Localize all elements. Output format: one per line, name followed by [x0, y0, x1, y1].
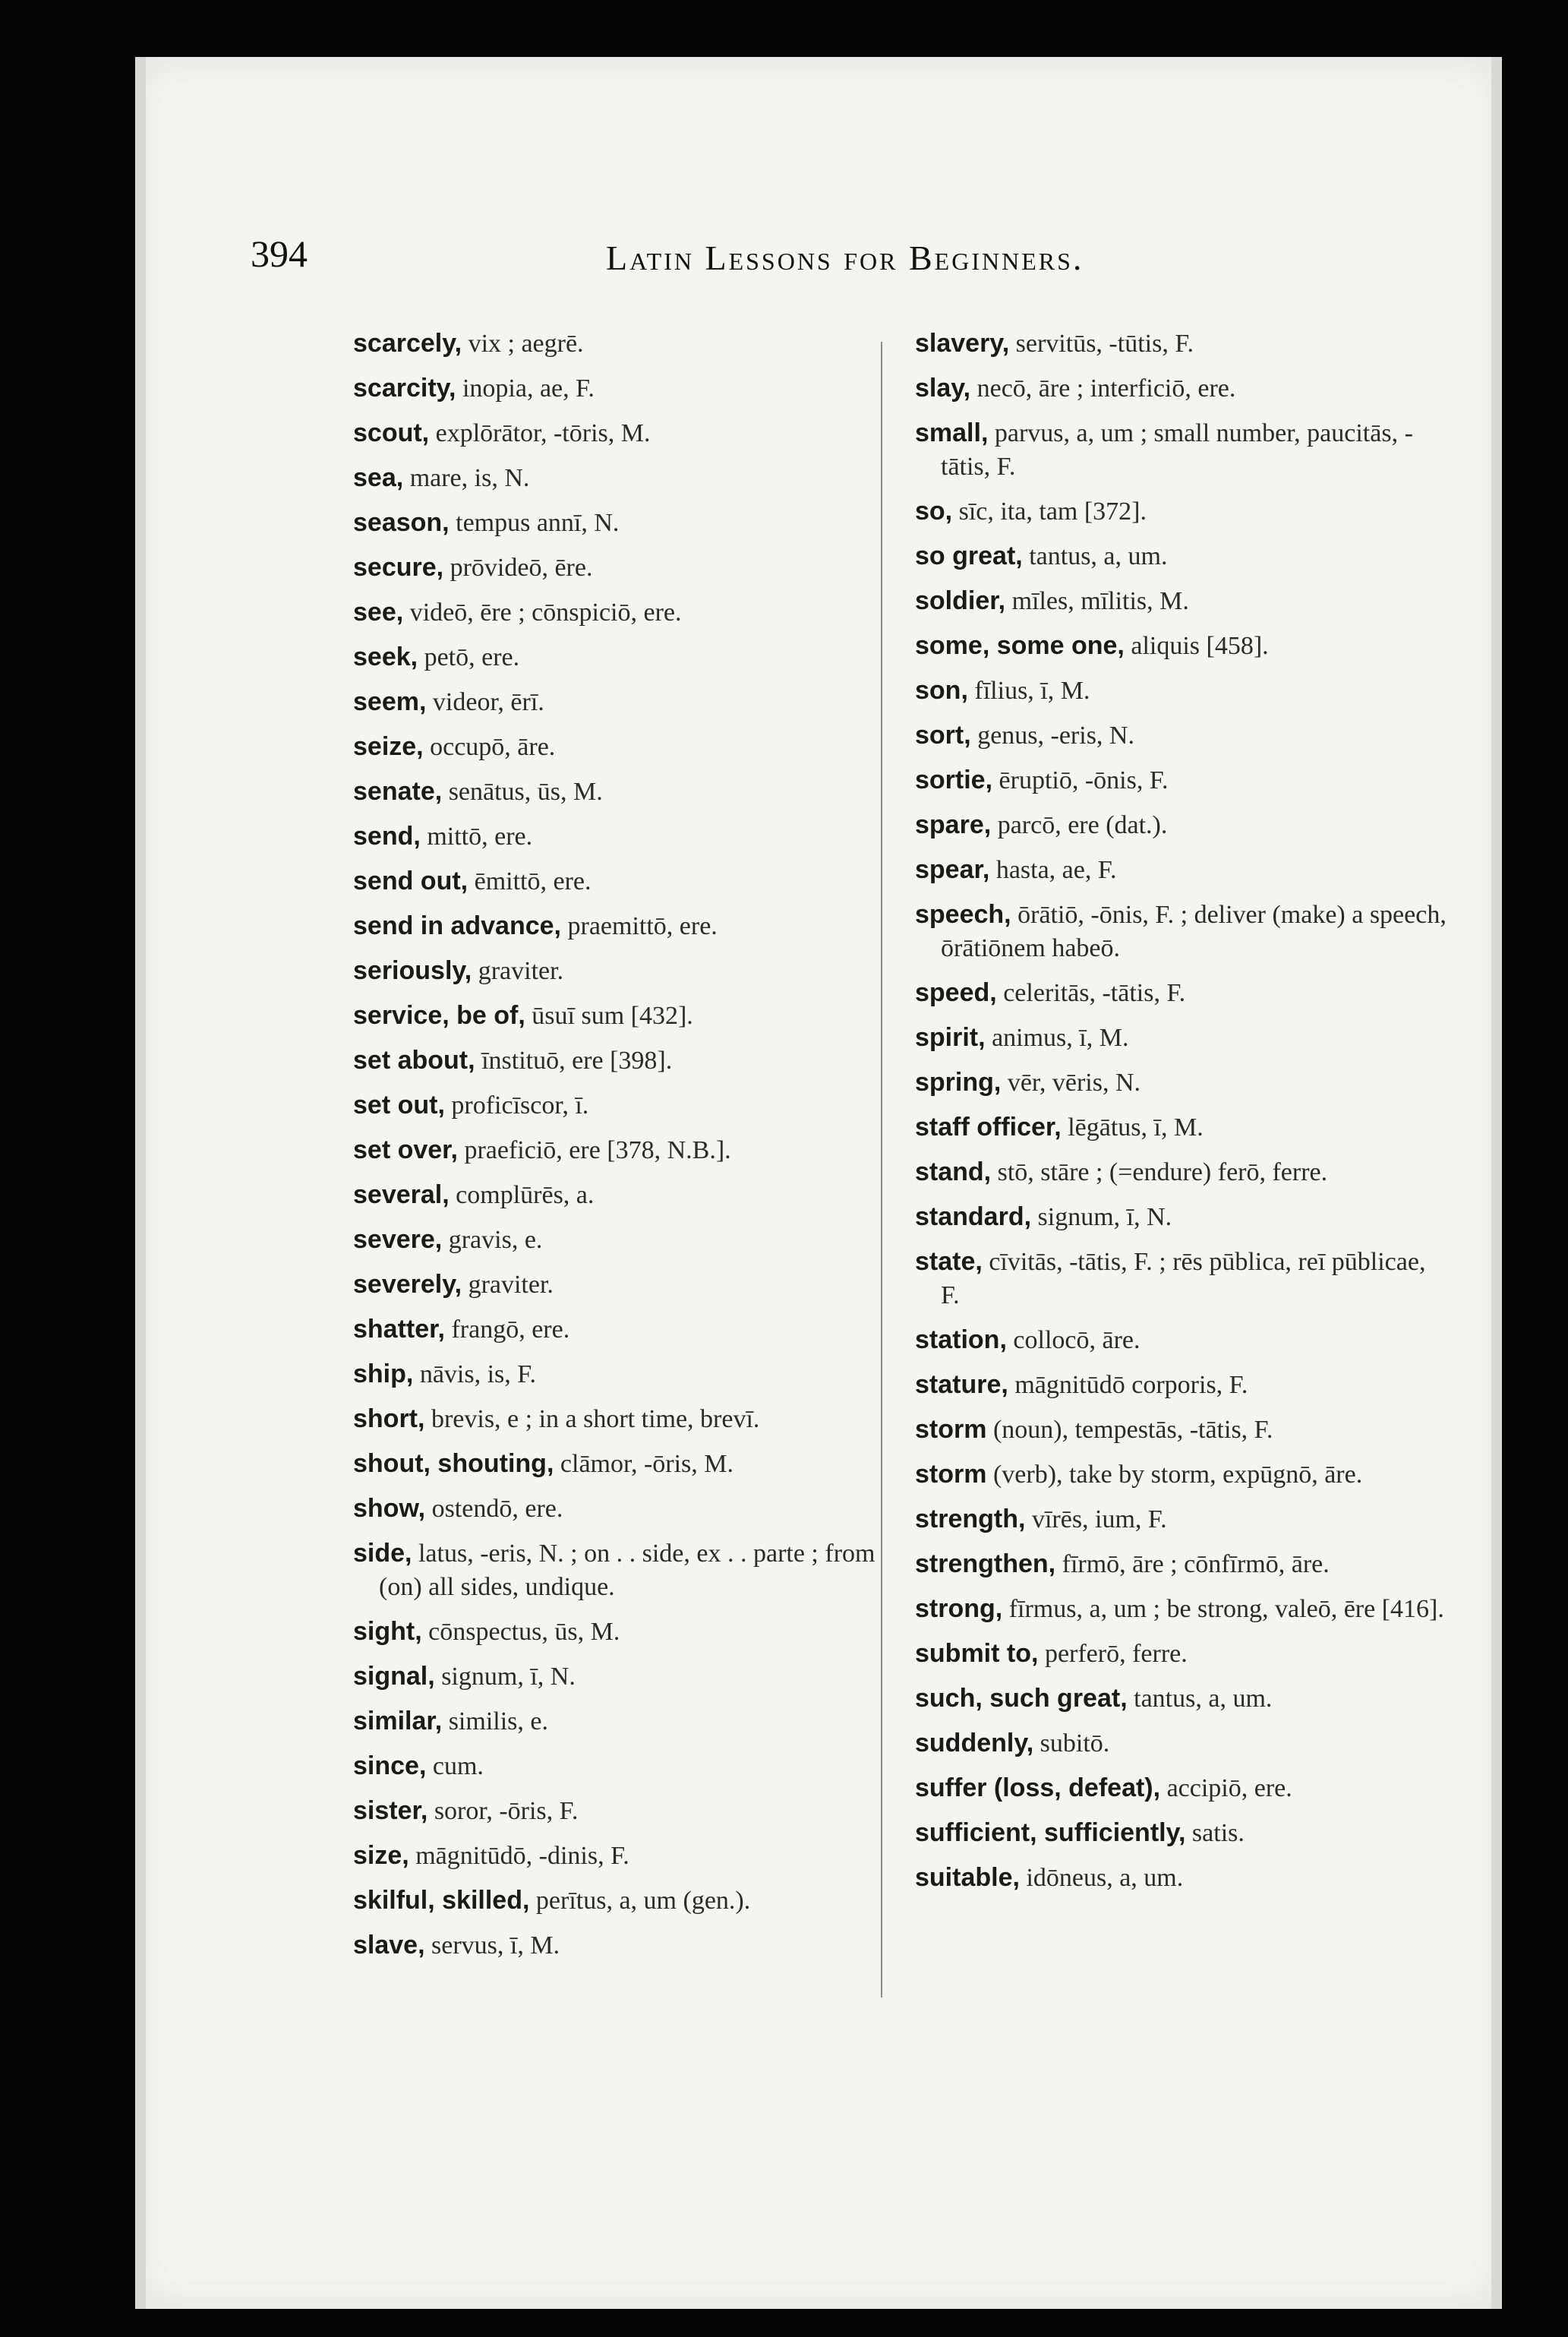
entry-definition: fīrmō, āre ; cōnfīrmō, āre. [1055, 1550, 1330, 1578]
dictionary-entry [353, 1357, 885, 1391]
entry-definition: nāvis, is, F. [413, 1360, 536, 1388]
dictionary-entry [353, 730, 885, 764]
dictionary-entry [353, 551, 885, 585]
entry-definition: genus, -eris, N. [970, 722, 1134, 750]
entry-headword: seize, [353, 732, 424, 761]
entry-headword: since, [353, 1751, 427, 1780]
entry-definition: stō, stāre ; (=endure) ferō, ferre. [991, 1158, 1328, 1186]
dictionary-entry [353, 1044, 885, 1078]
dictionary-entry [353, 1928, 885, 1963]
dictionary-entry [353, 1492, 885, 1526]
entry-definition: prōvideō, ēre. [443, 554, 593, 582]
dictionary-entry [915, 898, 1447, 965]
entry-headword: seriously, [353, 956, 472, 985]
entry-definition: tantus, a, um. [1127, 1685, 1273, 1713]
entry-headword: sufficient, sufficiently, [915, 1818, 1186, 1847]
dictionary-entry [353, 999, 885, 1033]
entry-definition: cīvitās, -tātis, F. ; rēs pūblica, reī pūblicae, F. [941, 1248, 1426, 1309]
dictionary-entry [915, 1323, 1447, 1357]
dictionary-entry [353, 775, 885, 809]
entry-definition: inopia, ae, F. [456, 374, 595, 403]
entry-headword: seem, [353, 687, 427, 716]
entry-definition: soror, -ōris, F. [427, 1797, 579, 1825]
entry-definition: subitō. [1033, 1729, 1110, 1757]
dictionary-entry [353, 685, 885, 719]
page-number: 394 [251, 232, 308, 275]
entry-definition: satis. [1185, 1819, 1245, 1847]
dictionary-entry [353, 820, 885, 854]
dictionary-entry [915, 1413, 1447, 1447]
entry-headword: stature, [915, 1370, 1008, 1399]
entry-headword: scarcity, [353, 374, 456, 403]
entry-headword: sortie, [915, 766, 993, 794]
entry-headword: state, [915, 1247, 983, 1276]
entry-headword: sight, [353, 1617, 422, 1646]
dictionary-entry [915, 763, 1447, 797]
dictionary-entry [915, 1637, 1447, 1671]
entry-definition: māgnitūdō corporis, F. [1008, 1371, 1248, 1399]
entry-definition: servus, ī, M. [424, 1931, 560, 1960]
dictionary-entry [915, 539, 1447, 573]
dictionary-entry [353, 640, 885, 674]
entry-headword: send in advance, [353, 911, 561, 940]
entry-definition: celeritās, -tātis, F. [996, 979, 1186, 1007]
entry-headword: season, [353, 508, 450, 537]
dictionary-entry [353, 506, 885, 540]
dictionary-entry [353, 1223, 885, 1257]
entry-definition: senātus, ūs, M. [442, 778, 603, 806]
entry-definition: servitūs, -tūtis, F. [1009, 330, 1194, 358]
entry-definition: fīlius, ī, M. [967, 677, 1090, 705]
entry-definition: sīc, ita, tam [372]. [952, 497, 1147, 526]
dictionary-entry [915, 1245, 1447, 1312]
entry-headword: skilful, skilled, [353, 1886, 530, 1915]
dictionary-entry [353, 1447, 885, 1481]
entry-definition: graviter. [472, 957, 564, 985]
entry-definition: perferō, ferre. [1038, 1640, 1188, 1668]
dictionary-entry [915, 853, 1447, 887]
entry-definition: ostendō, ere. [425, 1495, 563, 1523]
entry-definition: frangō, ere. [444, 1315, 570, 1344]
entry-definition: vix ; aegrē. [462, 330, 584, 358]
entry-headword: submit to, [915, 1639, 1039, 1668]
dictionary-entry [353, 461, 885, 495]
dictionary-entry [915, 1066, 1447, 1100]
entry-definition: animus, ī, M. [985, 1024, 1129, 1052]
running-title: Latin Lessons for Beginners. [606, 238, 1084, 277]
entry-headword: sort, [915, 721, 971, 750]
entry-headword: spare, [915, 810, 992, 839]
entry-definition: videō, ēre ; cōnspiciō, ere. [403, 598, 682, 627]
entry-definition: mittō, ere. [420, 823, 533, 851]
page-right-edge [1491, 57, 1502, 2309]
dictionary-entry [353, 371, 885, 406]
entry-definition: ēruptiō, -ōnis, F. [992, 766, 1169, 794]
entry-definition: vīrēs, ium, F. [1025, 1505, 1167, 1533]
dictionary-entry [353, 1615, 885, 1649]
entry-definition: complūrēs, a. [449, 1181, 595, 1209]
entry-headword: storm [915, 1460, 987, 1489]
entry-definition: collocō, āre. [1006, 1326, 1141, 1354]
page-left-edge [135, 57, 146, 2309]
dictionary-entry [915, 1502, 1447, 1536]
entry-headword: shatter, [353, 1315, 445, 1344]
dictionary-entry [915, 1110, 1447, 1145]
entry-headword: suffer (loss, defeat), [915, 1773, 1161, 1802]
entry-headword: set over, [353, 1135, 458, 1164]
entry-headword: scarcely, [353, 329, 462, 358]
entry-headword: suitable, [915, 1863, 1020, 1892]
dictionary-entry [353, 1268, 885, 1302]
entry-headword: scout, [353, 418, 430, 447]
entry-headword: so great, [915, 542, 1023, 570]
entry-headword: set out, [353, 1091, 445, 1120]
entry-headword: staff officer, [915, 1113, 1062, 1142]
column-divider [881, 342, 882, 1998]
entry-headword: spear, [915, 855, 990, 884]
entry-headword: senate, [353, 777, 443, 806]
entry-headword: signal, [353, 1662, 435, 1691]
entry-headword: ship, [353, 1360, 414, 1388]
entry-headword: shout, shouting, [353, 1449, 554, 1478]
dictionary-entry [915, 1021, 1447, 1055]
dictionary-entry [353, 1178, 885, 1212]
entry-definition: tempus annī, N. [449, 509, 620, 537]
entry-definition: necō, āre ; interficiō, ere. [970, 374, 1236, 403]
dictionary-entry [353, 327, 885, 361]
entry-definition: accipiō, ere. [1160, 1774, 1292, 1802]
dictionary-entry [915, 1592, 1447, 1626]
entry-definition: mīles, mīlitis, M. [1005, 587, 1189, 615]
entry-headword: similar, [353, 1707, 443, 1735]
dictionary-entry [353, 1312, 885, 1347]
dictionary-entry [915, 718, 1447, 753]
entry-headword: strength, [915, 1505, 1026, 1533]
entry-headword: speech, [915, 900, 1011, 929]
entry-headword: small, [915, 418, 989, 447]
page-header [251, 232, 1314, 300]
entry-definition: explōrātor, -tōris, M. [429, 419, 651, 447]
entry-headword: severe, [353, 1225, 443, 1254]
entry-headword: spirit, [915, 1023, 986, 1052]
entry-definition: cōnspectus, ūs, M. [421, 1618, 620, 1646]
entry-headword: show, [353, 1494, 426, 1523]
entry-headword: standard, [915, 1202, 1032, 1231]
entry-headword: send out, [353, 867, 469, 895]
entry-definition: latus, -eris, N. ; on . . side, ex . . parte ; from (on) all sides, undique. [379, 1540, 875, 1601]
dictionary-entry [915, 1200, 1447, 1234]
dictionary-entry [353, 1088, 885, 1123]
entry-definition: clāmor, -ōris, M. [554, 1450, 734, 1478]
entry-definition: praeficiō, ere [378, N.B.]. [457, 1136, 731, 1164]
entry-definition: graviter. [462, 1271, 554, 1299]
entry-headword: such, such great, [915, 1684, 1128, 1713]
entry-headword: sea, [353, 463, 404, 492]
dictionary-entry [915, 1155, 1447, 1189]
dictionary-entry [353, 1839, 885, 1873]
dictionary-entry [915, 1682, 1447, 1716]
dictionary-entry [915, 1368, 1447, 1402]
dictionary-entry [915, 1547, 1447, 1581]
dictionary-entry [353, 1133, 885, 1167]
entry-definition: idōneus, a, um. [1019, 1864, 1184, 1892]
entry-headword: size, [353, 1841, 409, 1870]
entry-headword: so, [915, 497, 953, 526]
dictionary-entry [915, 808, 1447, 842]
entry-definition: (verb), take by storm, expūgnō, āre. [986, 1461, 1363, 1489]
dictionary-entry [353, 1749, 885, 1783]
entry-headword: seek, [353, 643, 418, 671]
dictionary-entry [353, 1536, 885, 1604]
dictionary-entry [353, 864, 885, 898]
entry-definition: fīrmus, a, um ; be strong, valeō, ēre [416]. [1002, 1595, 1444, 1623]
entry-headword: see, [353, 598, 404, 627]
dictionary-entry [915, 674, 1447, 708]
entry-definition: petō, ere. [418, 643, 520, 671]
entry-headword: storm [915, 1415, 987, 1444]
dictionary-entry [353, 1402, 885, 1436]
entry-definition: perītus, a, um (gen.). [529, 1887, 751, 1915]
entry-headword: set about, [353, 1046, 475, 1075]
dictionary-entry [353, 909, 885, 943]
entry-headword: speed, [915, 978, 997, 1007]
entry-headword: strong, [915, 1594, 1003, 1623]
entry-headword: slavery, [915, 329, 1010, 358]
entry-definition: gravis, e. [442, 1226, 543, 1254]
entry-definition: proficīscor, ī. [444, 1091, 589, 1120]
entry-definition: praemittō, ere. [561, 912, 718, 940]
dictionary-entry [353, 1660, 885, 1694]
entry-definition: mare, is, N. [403, 464, 530, 492]
dictionary-entry [353, 1704, 885, 1739]
entry-definition: hasta, ae, F. [989, 856, 1117, 884]
entry-definition: brevis, e ; in a short time, brevī. [424, 1405, 760, 1433]
dictionary-entry [915, 1726, 1447, 1761]
entry-definition: māgnitūdō, -dinis, F. [409, 1842, 629, 1870]
entry-headword: sister, [353, 1796, 428, 1825]
entry-headword: some, some one, [915, 631, 1125, 660]
dictionary-entry [353, 416, 885, 450]
dictionary-entry [915, 976, 1447, 1010]
entry-definition: occupō, āre. [423, 733, 556, 761]
entry-headword: several, [353, 1180, 450, 1209]
entry-headword: spring, [915, 1068, 1002, 1097]
entry-headword: side, [353, 1539, 412, 1568]
entry-definition: cum. [426, 1752, 484, 1780]
entry-headword: service, be of, [353, 1001, 525, 1030]
entry-definition: similis, e. [442, 1707, 548, 1735]
dictionary-entry [915, 371, 1447, 406]
entry-headword: stand, [915, 1157, 992, 1186]
entry-definition: ūsuī sum [432]. [525, 1002, 693, 1030]
entry-headword: slave, [353, 1931, 425, 1960]
dictionary-entry [353, 595, 885, 630]
dictionary-entry [915, 584, 1447, 618]
entry-headword: slay, [915, 374, 971, 403]
entry-definition: aliquis [458]. [1124, 632, 1269, 660]
entry-headword: short, [353, 1404, 425, 1433]
dictionary-entry [915, 1457, 1447, 1492]
dictionary-entry [353, 1794, 885, 1828]
entry-headword: son, [915, 676, 968, 705]
entry-definition: ēmittō, ere. [468, 867, 592, 895]
entry-definition: īnstituō, ere [398]. [475, 1047, 673, 1075]
entry-definition: lēgātus, ī, M. [1061, 1113, 1204, 1142]
dictionary-entry [353, 954, 885, 988]
entry-headword: station, [915, 1325, 1007, 1354]
dictionary-entry [353, 1884, 885, 1918]
entry-definition: ōrātiō, -ōnis, F. ; deliver (make) a speech, ōrātiōnem habeō. [941, 901, 1447, 962]
dictionary-entry [915, 629, 1447, 663]
vocabulary-column-left [353, 327, 885, 1973]
entry-headword: suddenly, [915, 1729, 1034, 1757]
entry-definition: parcō, ere (dat.). [991, 811, 1168, 839]
entry-headword: secure, [353, 553, 444, 582]
entry-definition: vēr, vēris, N. [1001, 1069, 1141, 1097]
dictionary-entry [915, 416, 1447, 484]
entry-definition: signum, ī, N. [1031, 1203, 1172, 1231]
dictionary-entry [915, 1771, 1447, 1805]
entry-headword: strengthen, [915, 1549, 1056, 1578]
dictionary-entry [915, 327, 1447, 361]
entry-headword: soldier, [915, 586, 1006, 615]
entry-definition: (noun), tempestās, -tātis, F. [986, 1416, 1273, 1444]
dictionary-entry [915, 494, 1447, 529]
entry-headword: send, [353, 822, 421, 851]
entry-definition: videor, ērī. [426, 688, 544, 716]
dictionary-entry [915, 1816, 1447, 1850]
entry-definition: tantus, a, um. [1022, 542, 1168, 570]
dictionary-entry [915, 1861, 1447, 1895]
vocabulary-column-right [915, 327, 1447, 1906]
entry-definition: signum, ī, N. [434, 1663, 576, 1691]
entry-headword: severely, [353, 1270, 462, 1299]
entry-definition: parvus, a, um ; small number, paucitās, -tātis, F. [941, 419, 1413, 481]
